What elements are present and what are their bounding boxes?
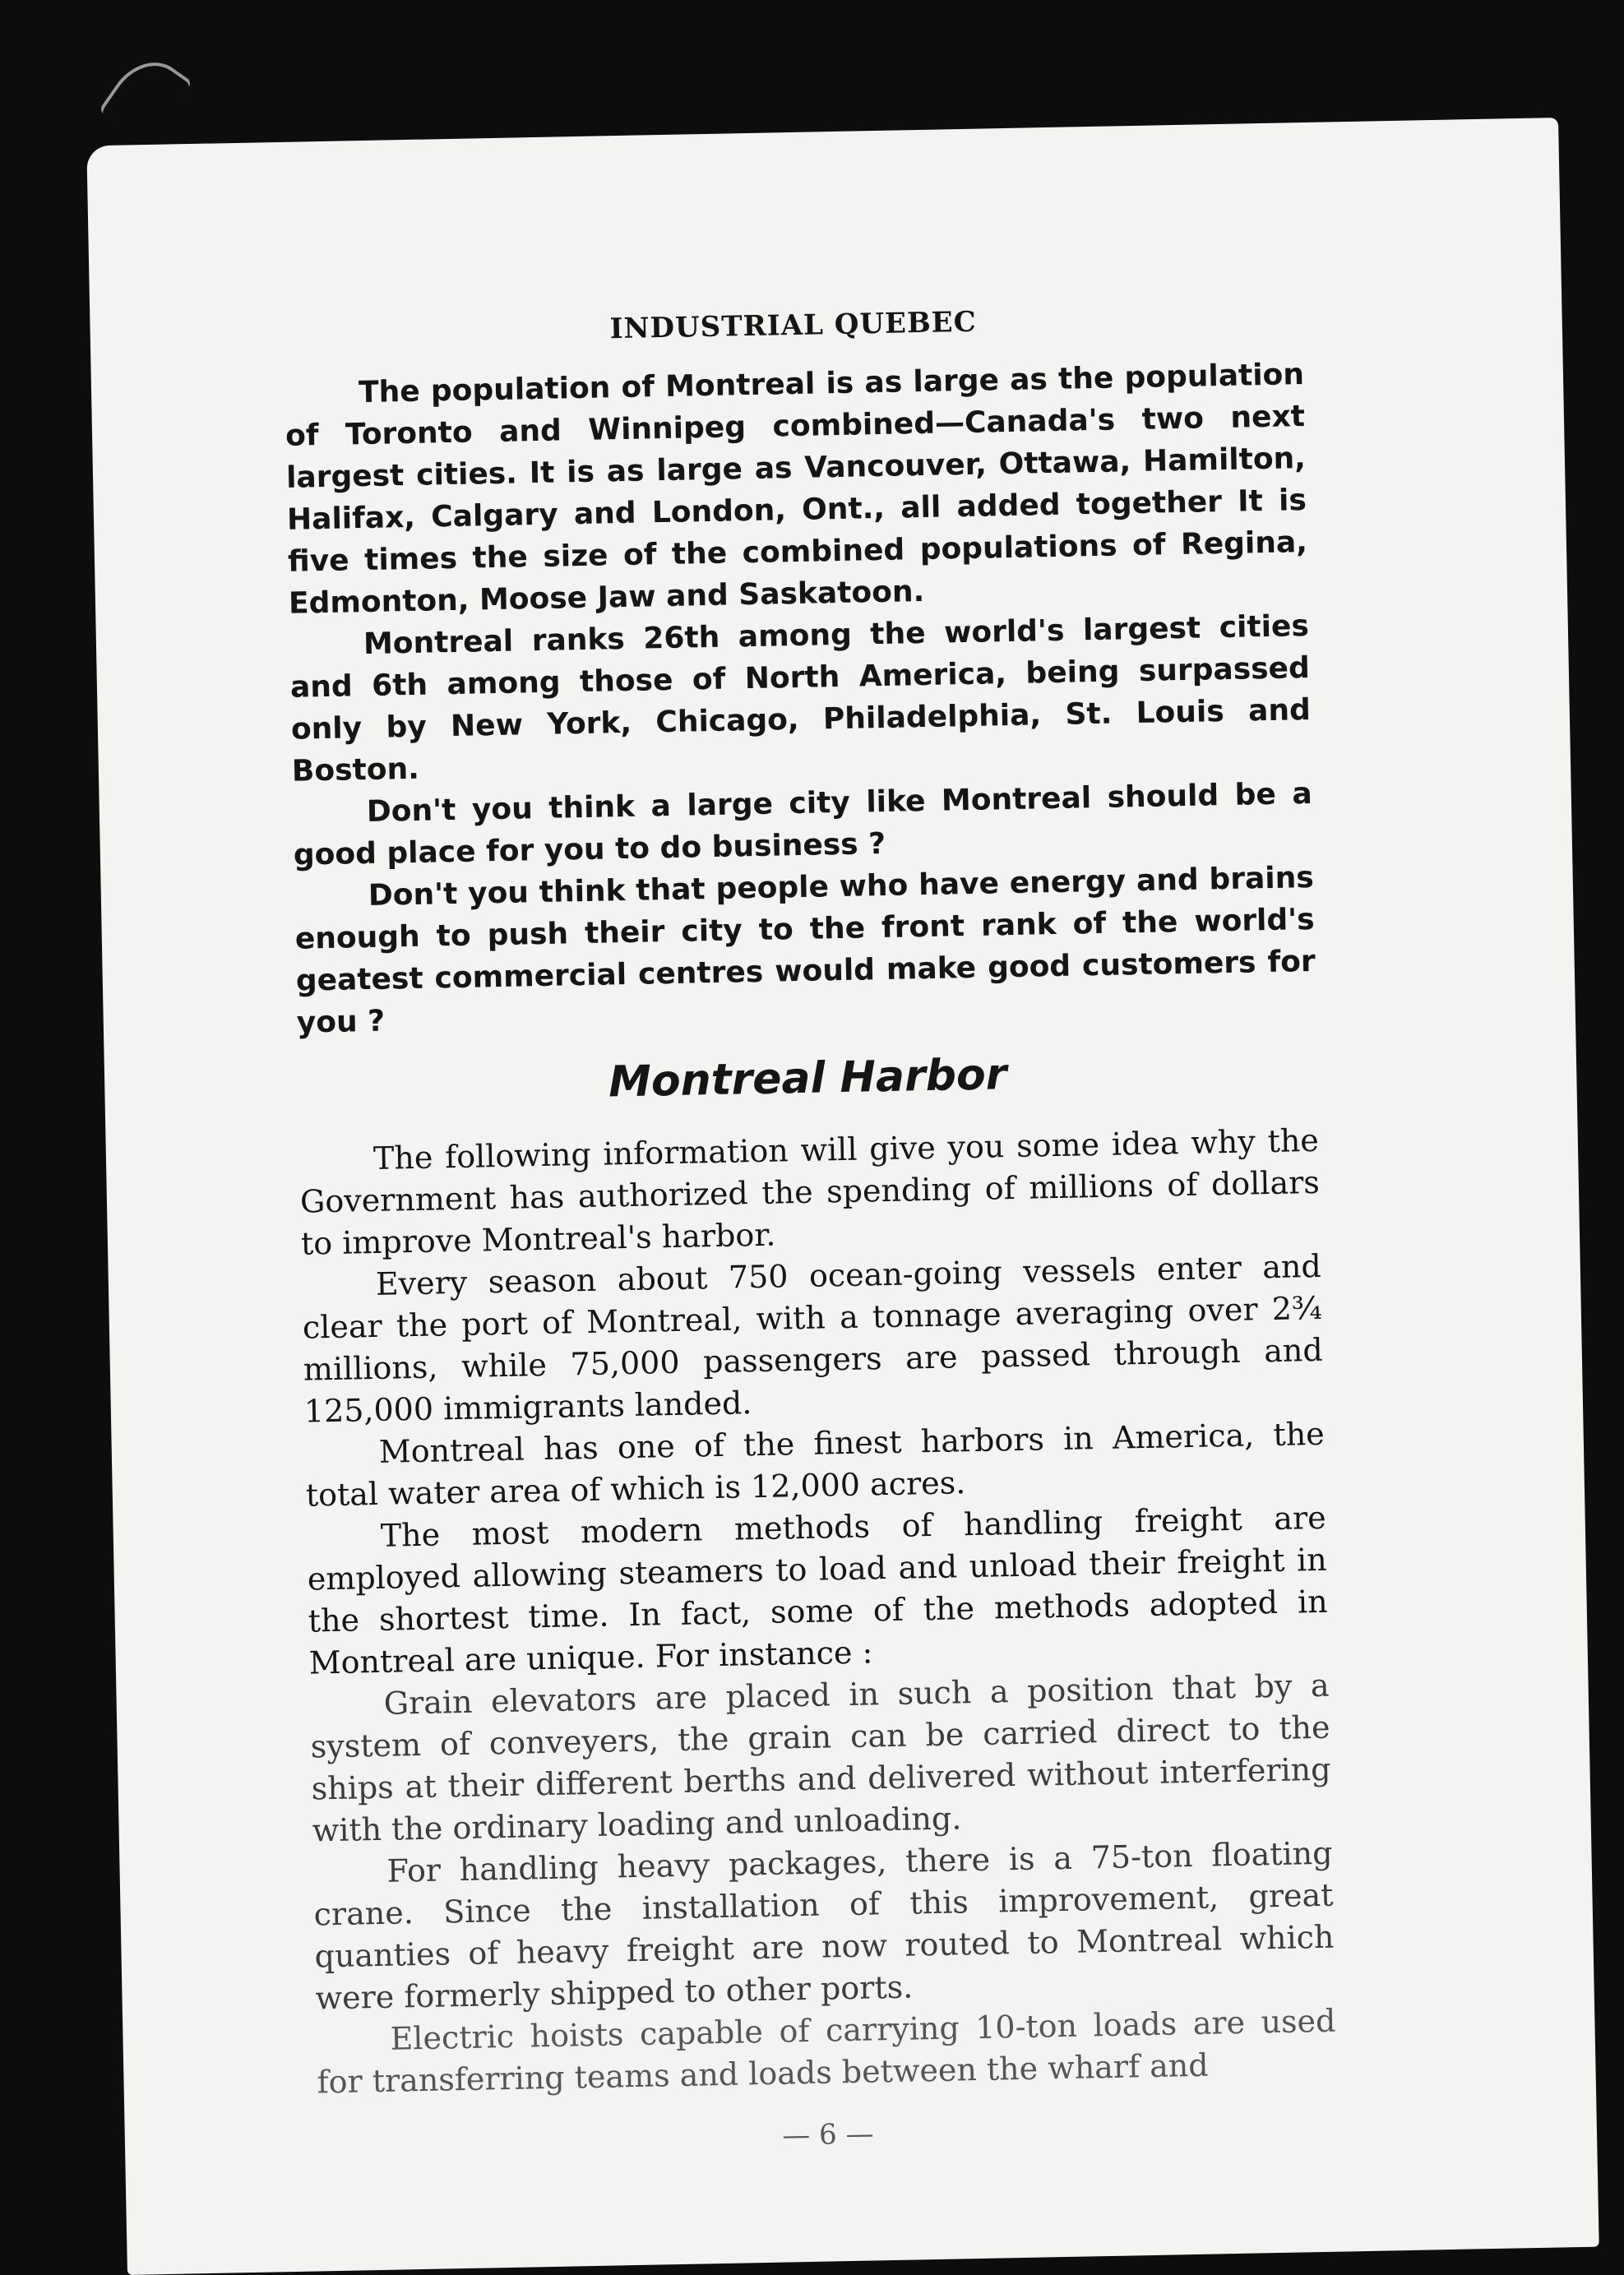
paragraph: Montreal ranks 26th among the world's largest cities and 6th among those of North America, being surpassed only by New York, Chicago, Philadelphia, St. Louis and Boston.	[289, 608, 1312, 788]
paragraph: Every season about 750 ocean-going vessels enter and clear the port of Montreal, with a tonnage averaging over 2¾ millions, while 75,000 passengers are passed through and 125,000 immigrants landed.	[302, 1247, 1324, 1430]
paragraph: Montreal has one of the finest harbors in America, the total water area of which is 12,000 acres.	[305, 1415, 1326, 1514]
section-title: Montreal Harbor	[608, 1050, 1007, 1107]
scan-margin-mark	[99, 47, 193, 145]
paragraph: The population of Montreal is as large as the population of Toronto and Winnipeg combined—Canada's two next largest cities. It is as large as Vancouver, Ottawa, Hamilton, Halifax, Calgary and London, Ont., all added together It is five times the size of the combined populations of Regina, Edmonton, Moose Jaw and Saskatoon.	[285, 358, 1308, 621]
page-number: — 6 —	[781, 2117, 874, 2152]
paragraph: The following information will give you some idea why the Government has authorized the spending of millions of dollars to improve Montreal's harbor.	[299, 1121, 1321, 1262]
paragraph: Grain elevators are placed in such a position that by a system of conveyers, the grain can be carried direct to the ships at their different berths and delivered without interfering with the ordinary loading and unloading.	[310, 1667, 1331, 1849]
harbor-section	[299, 1120, 1337, 2104]
intro-section	[285, 354, 1316, 1044]
paragraph: The most modern methods of handling freight are employed allowing steamers to load and unload their freight in the shortest time. In fact, some of the methods adopted in Montreal are unique. For instance :	[307, 1499, 1328, 1681]
paragraph: Electric hoists capable of carrying 10-ton loads are used for transferring teams and loads between the wharf and	[317, 2002, 1336, 2101]
paragraph: Don't you think a large city like Montreal should be a good place for you to do business ?	[293, 776, 1313, 872]
document-page	[86, 118, 1599, 2275]
paragraph: Don't you think that people who have energy and brains enough to push their city to the front rank of the world's geatest commercial centres would make good customers for you ?	[294, 860, 1316, 1040]
page-content	[283, 299, 1338, 2161]
paragraph: For handling heavy packages, there is a 75-ton floating crane. Since the installation of this improvement, great quanties of heavy freight are now routed to Montreal which were formerly shipped to other ports.	[313, 1834, 1335, 2017]
running-head: INDUSTRIAL QUEBEC	[609, 305, 978, 346]
